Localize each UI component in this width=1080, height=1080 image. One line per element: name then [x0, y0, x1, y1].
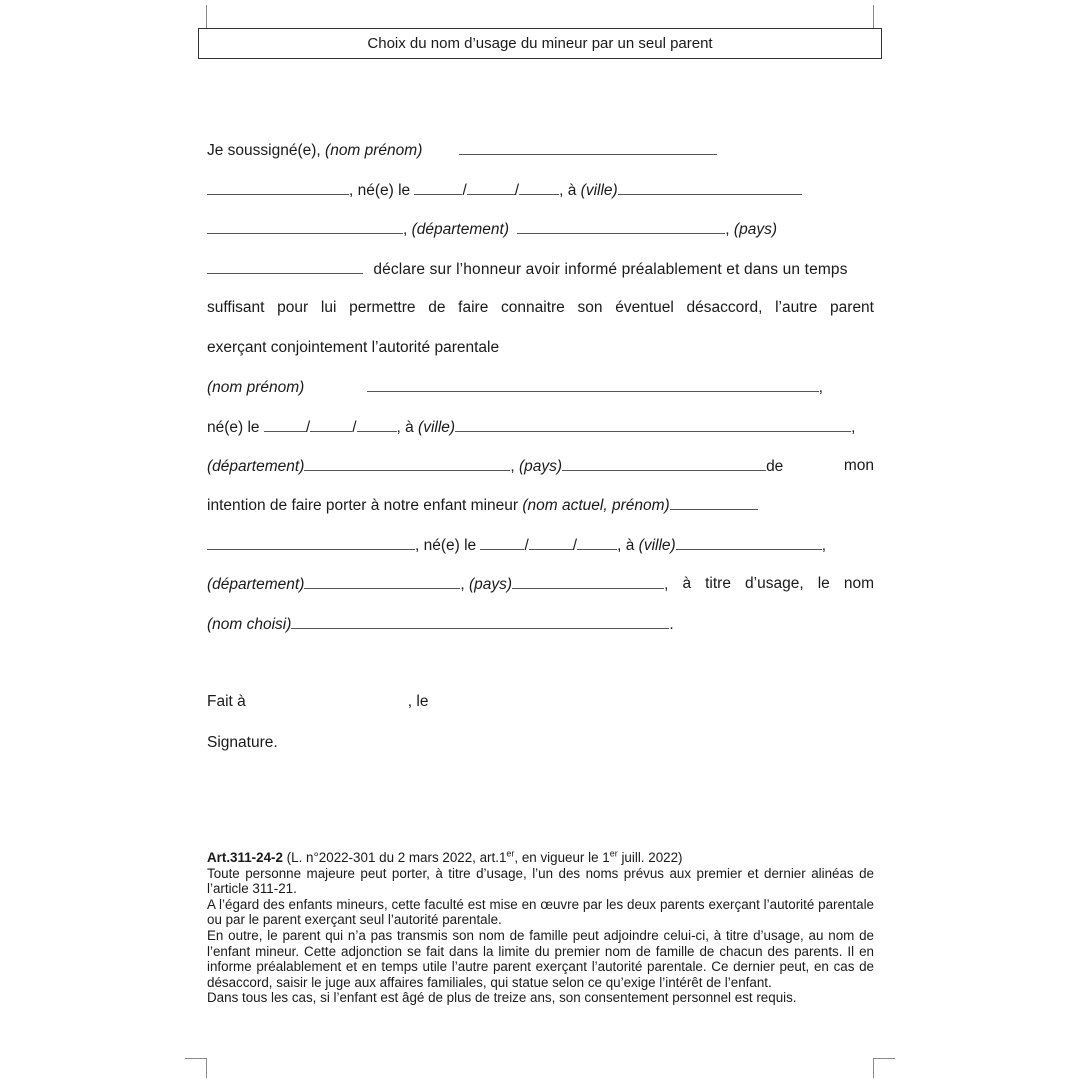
static-text: , le	[407, 693, 429, 710]
static-text: ,	[851, 419, 856, 436]
form-line-1	[207, 140, 717, 161]
article-ref: (L. n°2022-301 du 2 mars 2022, art.1	[282, 850, 507, 865]
form-line-10	[207, 495, 758, 516]
hint-text: (pays)	[518, 458, 563, 475]
static-text: le	[817, 575, 830, 592]
static-text: Fait à	[207, 693, 246, 710]
static-text: , né(e) le	[415, 537, 481, 554]
crop-mark	[873, 1058, 895, 1059]
hint-text: (département)	[207, 458, 305, 475]
slash: /	[524, 537, 529, 554]
hint-text: (pays)	[468, 576, 513, 593]
child-city-field[interactable]	[676, 535, 822, 550]
form-line-9	[207, 456, 874, 477]
article-ref: juill. 2022)	[617, 850, 683, 865]
other-birth-day-field[interactable]	[264, 417, 306, 432]
static-text: déclare sur l’honneur avoir informé préalablement et dans un temps	[373, 261, 848, 278]
legal-paragraph: Toute personne majeure peut porter, à titre d’usage, l’un des noms prévus aux premier et dernier alinéas de l’article 311-21.	[207, 865, 874, 897]
static-text: ,	[510, 458, 519, 475]
slash: /	[462, 182, 467, 199]
child-department-field[interactable]	[304, 574, 460, 589]
hint-text: (nom prénom)	[325, 142, 423, 159]
declarant-field[interactable]	[207, 259, 363, 274]
static-text: ,	[460, 576, 469, 593]
form-line-2	[207, 180, 802, 201]
hint-text: (ville)	[638, 537, 676, 554]
hint-text: (département)	[207, 576, 305, 593]
static-text: , né(e) le	[349, 182, 415, 199]
department-field[interactable]	[207, 219, 403, 234]
hint-text: (nom actuel, prénom)	[522, 497, 670, 514]
birth-day-field[interactable]	[414, 180, 462, 195]
crop-mark	[873, 1058, 874, 1078]
birth-month-field[interactable]	[467, 180, 515, 195]
static-text: , à	[396, 419, 419, 436]
child-birth-month-field[interactable]	[529, 535, 573, 550]
chosen-name-field[interactable]	[291, 614, 669, 629]
article-ref: , en vigueur le 1	[514, 850, 610, 865]
other-department-field[interactable]	[304, 456, 510, 471]
signature-line	[207, 733, 278, 753]
static-text: , à	[559, 182, 581, 199]
static-text: mon	[843, 457, 874, 474]
crop-mark	[873, 5, 874, 29]
form-line-3	[207, 219, 777, 240]
hint-text: (ville)	[418, 419, 456, 436]
slash: /	[305, 419, 311, 436]
legal-article	[207, 850, 874, 1006]
static-text: d’usage,	[745, 575, 804, 592]
form-line-11	[207, 535, 826, 556]
place-field[interactable]	[246, 692, 408, 706]
static-text: de	[766, 458, 784, 475]
city-field[interactable]	[618, 180, 802, 195]
static-text: titre	[705, 575, 731, 592]
crop-mark	[206, 1058, 207, 1078]
hint-text: (nom choisi)	[207, 616, 292, 633]
legal-paragraph: En outre, le parent qui n’a pas transmis son nom de famille peut adjoindre celui-ci, à titre d’usage, au nom de l’enfant mineur. Cette adjonction se fait dans la limite du premier nom de famille de chacun des parents. Il en informe préalablement et en temps utile l’autre parent exerçant l’autorité parentale. Ce dernier peut, en cas de désaccord, saisir le juge aux affaires familiales, qui statue selon ce qu’exige l’intérêt de l’enfant.	[207, 927, 874, 990]
other-parent-name-field[interactable]	[367, 377, 819, 392]
static-text: à	[682, 575, 692, 592]
form-line-6	[207, 338, 499, 358]
other-city-field[interactable]	[455, 417, 851, 432]
child-country-field[interactable]	[512, 574, 664, 589]
form-line-7	[207, 377, 823, 398]
form-line-8	[207, 417, 855, 438]
static-text: ,	[725, 221, 730, 238]
static-text: ,	[664, 576, 669, 593]
other-country-field[interactable]	[562, 456, 766, 471]
form-line-4	[207, 259, 848, 280]
form-line-13	[207, 614, 674, 635]
line-9-left	[207, 456, 783, 477]
title-text: Choix du nom d’usage du mineur par un seul parent	[367, 35, 713, 52]
static-text: suffisant pour lui permettre de faire connaitre son éventuel désaccord, l’autre parent	[207, 299, 874, 316]
hint-text: (pays)	[733, 221, 777, 238]
article-number: Art.311-24-2	[207, 850, 283, 865]
hint-text: (département)	[411, 221, 509, 238]
static-text: , à	[617, 537, 639, 554]
slash: /	[514, 182, 520, 199]
slash: /	[352, 419, 357, 436]
static-text: Je soussigné(e),	[207, 142, 326, 159]
static-text: intention de faire porter à notre enfant mineur	[207, 497, 523, 514]
static-text: ,	[818, 379, 823, 396]
line-12-left	[207, 574, 668, 595]
place-date-line	[207, 692, 428, 712]
other-birth-month-field[interactable]	[310, 417, 352, 432]
birth-year-field[interactable]	[519, 180, 559, 195]
surname-field[interactable]	[207, 180, 349, 195]
static-text: .	[669, 616, 674, 633]
child-name-field[interactable]	[207, 535, 415, 550]
static-text: ,	[821, 537, 826, 554]
superscript: er	[609, 848, 618, 859]
static-text: ,	[403, 221, 408, 238]
slash: /	[572, 537, 578, 554]
superscript: er	[506, 848, 515, 859]
name-field[interactable]	[459, 140, 717, 155]
article-header	[207, 850, 874, 866]
other-birth-year-field[interactable]	[357, 417, 397, 432]
hint-text: (nom prénom)	[207, 379, 305, 396]
signature-label: Signature.	[207, 734, 278, 751]
country-field[interactable]	[517, 219, 725, 234]
child-birth-year-field[interactable]	[577, 535, 617, 550]
static-text: nom	[843, 575, 874, 592]
legal-paragraph: A l’égard des enfants mineurs, cette faculté est mise en œuvre par les deux parents exerçant l’autorité parentale ou par le parent exerçant seul l’autorité parentale.	[207, 896, 874, 928]
hint-text: (ville)	[580, 182, 618, 199]
child-current-name-field[interactable]	[670, 495, 758, 510]
static-text: né(e) le	[207, 419, 264, 436]
form-line-12	[207, 574, 874, 595]
child-birth-day-field[interactable]	[480, 535, 524, 550]
static-text: exerçant conjointement l’autorité parentale	[207, 339, 500, 356]
legal-paragraph: Dans tous les cas, si l’enfant est âgé de plus de treize ans, son consentement personnel est requis.	[207, 990, 797, 1006]
crop-mark	[185, 1058, 207, 1059]
form-line-5	[207, 298, 874, 318]
document-title	[198, 28, 882, 59]
crop-mark	[206, 5, 207, 29]
